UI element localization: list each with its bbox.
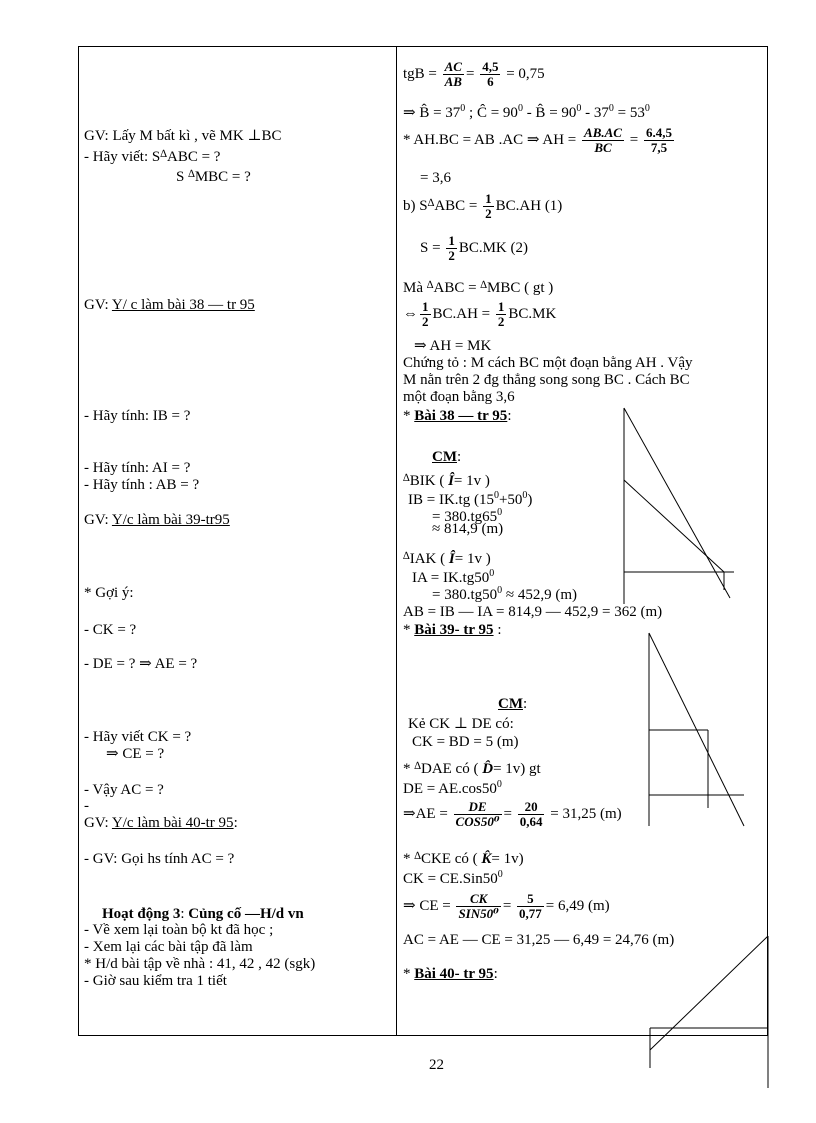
left-line-4: GV: Y/ c làm bài 38 — tr 95	[84, 297, 255, 313]
right-line-20: = $380.tg50^0 \approx 452,9$ (m)	[432, 585, 578, 603]
right-line-8: ⇔ $\frac{1}{2}$ BC.AH = $\frac{1}{2}$ BC.MK	[403, 299, 557, 329]
right-line-14: ∆BIK ( Î= 1v )	[403, 472, 490, 489]
triangle-icon: ∆	[188, 168, 195, 180]
left-line-13: ⇒ CE = ?	[106, 746, 165, 762]
right-line-2: ⇒ B̂ = $37^0$ ; Ĉ = $90^0$ - B̂ = $90^0 - 37^0 = 53^0$	[403, 103, 650, 121]
right-line-25: * ∆DAE có ( D̂= 1v) gt	[403, 760, 541, 777]
left-line-19: - Về xem lại toàn bộ kt đã học ;	[84, 922, 274, 938]
left-line-6: - Hãy tính: AI = ?	[84, 460, 191, 476]
right-line-23: Kẻ CK ⊥ DE có:	[408, 716, 514, 732]
right-line-4: = 3,6	[420, 170, 451, 186]
cm-heading-1: CM:	[432, 449, 462, 465]
triangle-icon: ∆	[427, 196, 435, 209]
figure-bai-40	[650, 936, 768, 1088]
right-line-29: CK = $CE.Sin50^0$	[403, 869, 503, 887]
right-line-22: * Bài 39- tr 95 :	[403, 622, 502, 638]
right-line-3: * AH.BC = AB .AC ⇒ AH = $\frac{AB.AC}{BC}$ = $\frac{6.4,5}{7,5}$	[403, 125, 672, 155]
left-line-12: - Hãy viết CK = ?	[84, 729, 192, 745]
right-line-27: ⇒AE = DE COS50⁰ = $\frac{20}{0,64}$ = 31,25 (m)	[403, 799, 622, 829]
left-line-18: Hoạt động 3: Củng cố —H/d vn	[102, 906, 304, 922]
left-line-20: - Xem lại các bài tập đã làm	[84, 939, 253, 955]
right-line-10: Chứng tỏ : M cách BC một đoạn bằng AH . Vậy	[403, 355, 693, 371]
triangle-icon: ∆	[160, 148, 167, 160]
right-line-32: * Bài 40- tr 95:	[403, 966, 498, 982]
triangle-icon: ∆	[480, 279, 488, 291]
left-line-7: - Hãy tính : AB = ?	[84, 477, 200, 493]
left-line-3: S ∆MBC = ?	[176, 168, 251, 185]
triangle-icon: ∆	[414, 760, 421, 772]
left-line-2: - Hãy viết: S∆ABC = ?	[84, 148, 221, 165]
right-line-17: ≈ 814,9 (m)	[432, 521, 504, 537]
right-line-15: IB = IK.tg $(15^0+50^0)$	[408, 490, 533, 508]
left-line-17: - GV: Gọi hs tính AC = ?	[84, 851, 235, 867]
triangle-icon: ∆	[414, 850, 421, 862]
left-line-22: - Giờ sau kiểm tra 1 tiết	[84, 973, 227, 989]
figure-bai-38	[624, 408, 734, 604]
triangle-icon: ∆	[403, 472, 410, 484]
right-line-13: * Bài 38 — tr 95:	[403, 408, 512, 424]
left-line-5: - Hãy tính: IB = ?	[84, 408, 191, 424]
right-line-9: ⇒ AH = MK	[414, 338, 492, 354]
right-line-16: = $380.tg65^0$	[432, 507, 503, 525]
figure-bai-39	[649, 633, 744, 826]
left-line-16: GV: Y/c làm bài 40-tr 95:	[84, 815, 238, 831]
right-line-19: IA = $IK.tg50^0$	[412, 568, 495, 586]
left-line-1: GV: Lấy M bất kì , vẽ MK ⊥BC	[84, 128, 282, 144]
right-line-7: Mà ∆ABC = ∆MBC ( gt )	[403, 279, 554, 296]
right-line-31: AC = AE — CE = 31,25 — 6,49 = 24,76 (m)	[403, 932, 675, 948]
triangle-icon: ∆	[403, 550, 410, 562]
left-line-10: - CK = ?	[84, 622, 137, 638]
triangle-icon: ∆	[426, 279, 434, 291]
right-line-1: tgB = $\frac{AC}{AB}$ = $\frac{4,5}{6}$ = 0,75	[403, 59, 545, 89]
right-line-28: * ∆CKE có ( K̂= 1v)	[403, 850, 524, 867]
right-line-5: b) S∆ABC = $\frac{1}{2}$ BC.AH (1)	[403, 191, 563, 221]
left-line-14: - Vậy AC = ?	[84, 782, 164, 798]
left-line-8: GV: Y/c làm bài 39-tr95	[84, 512, 230, 528]
cm-heading-2: CM:	[498, 696, 528, 712]
left-line-11: - DE = ? ⇒ AE = ?	[84, 656, 198, 672]
right-line-11: M nằn trên 2 đg thẳng song song BC . Cách BC	[403, 372, 690, 388]
left-line-21: * H/d bài tập về nhà : 41, 42 , 42 (sgk)	[84, 956, 316, 972]
left-line-9: * Gợi ý:	[84, 585, 134, 601]
right-line-21: AB = IB — IA = 814,9 — 452,9 = 362 (m)	[403, 604, 663, 620]
right-line-18: ∆IAK ( Î= 1v )	[403, 550, 491, 567]
page-number: 22	[429, 1057, 444, 1073]
right-line-26: DE = $AE.\cos 50^0$	[403, 779, 502, 797]
right-line-6: S = $\frac{1}{2}$ BC.MK (2)	[420, 233, 528, 263]
right-line-12: một đoạn bằng 3,6	[403, 389, 515, 405]
right-line-24: CK = BD = 5 (m)	[412, 734, 519, 750]
right-line-30: ⇒ CE = CK SIN50⁰ = $\frac{5}{0,77}$ = 6,49 (m)	[403, 891, 610, 921]
left-line-15: -	[84, 798, 89, 814]
